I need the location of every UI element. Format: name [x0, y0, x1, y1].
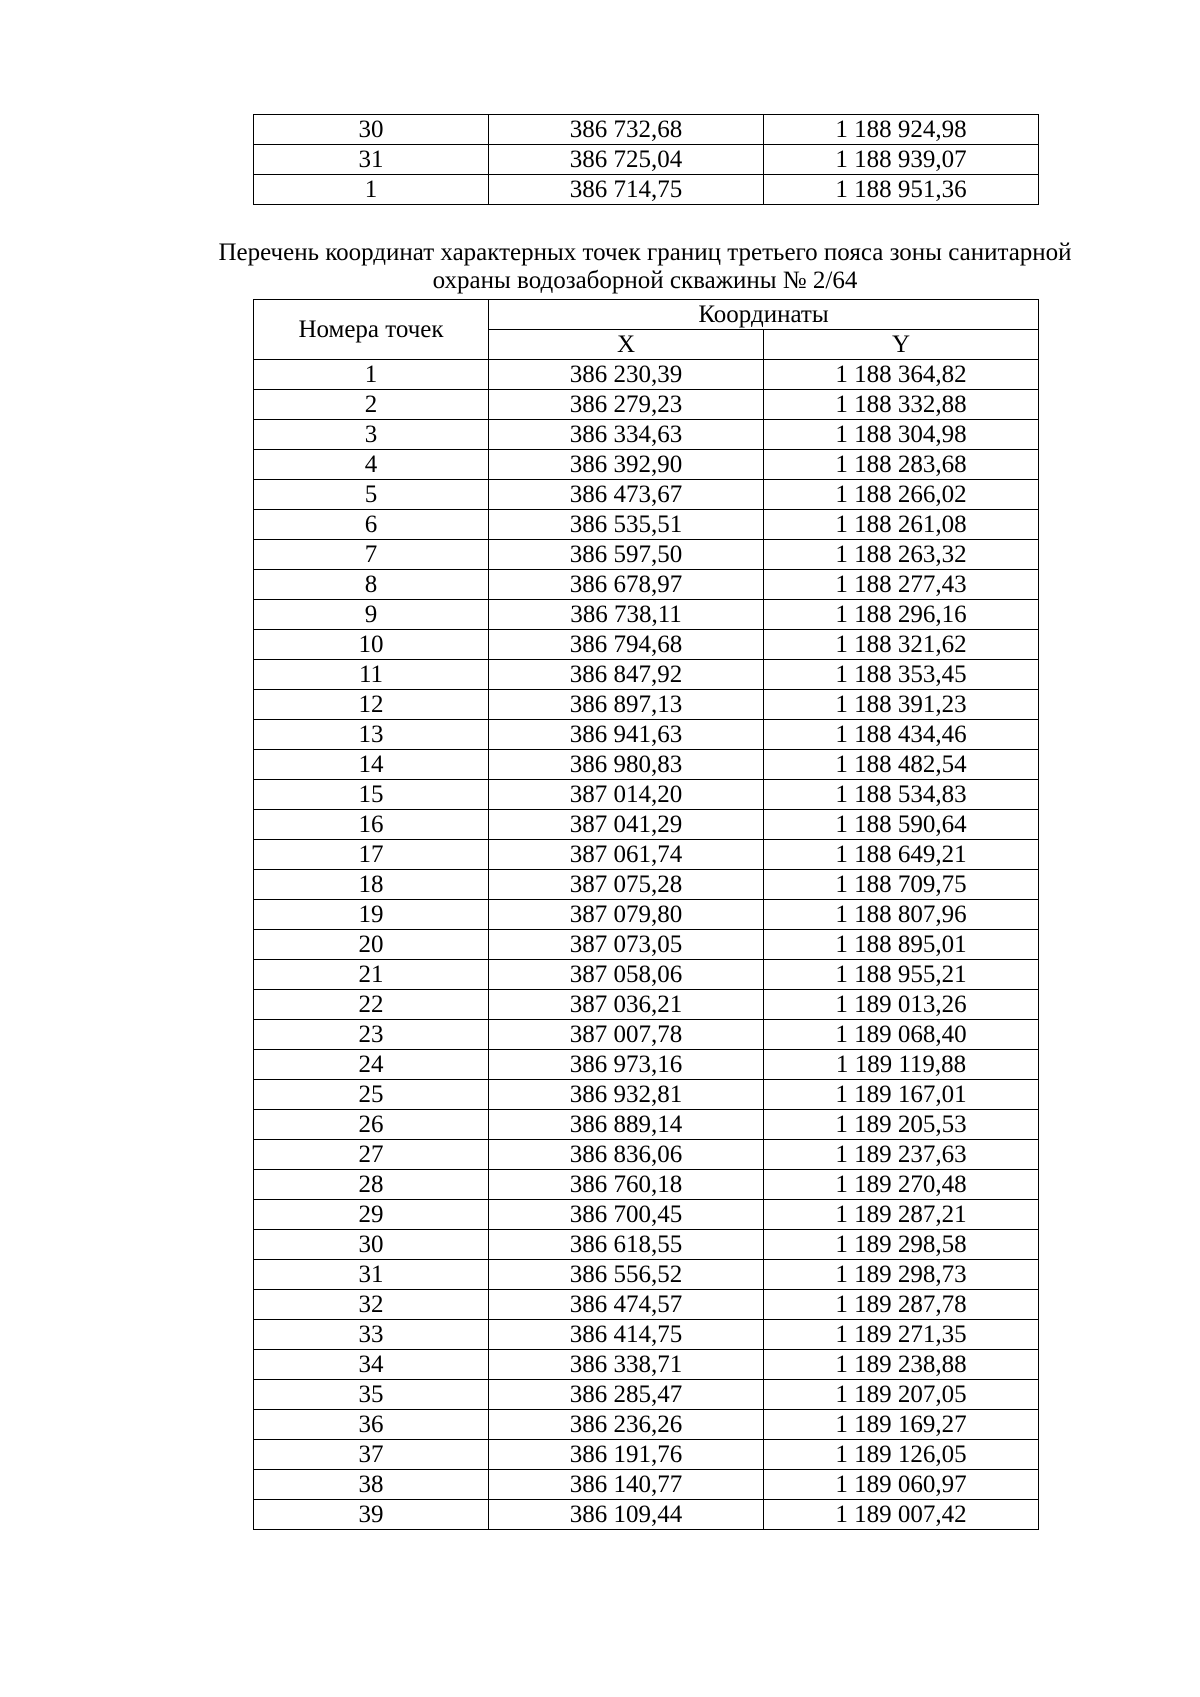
x-coordinate-cell: 386 140,77: [489, 1470, 764, 1500]
x-coordinate-cell: 387 014,20: [489, 780, 764, 810]
y-coordinate-cell: 1 188 364,82: [764, 360, 1039, 390]
point-number-cell: 5: [254, 480, 489, 510]
point-number-cell: 30: [254, 1230, 489, 1260]
continuation-coordinates-table: [253, 114, 1039, 205]
table-row: [254, 1380, 1039, 1410]
x-coordinate-cell: 387 061,74: [489, 840, 764, 870]
point-number-cell: 17: [254, 840, 489, 870]
x-coordinate-cell: 387 073,05: [489, 930, 764, 960]
caption-line-2: охраны водозаборной скважины № 2/64: [432, 267, 858, 294]
coordinates-table-body: [254, 360, 1039, 1530]
x-coordinate-cell: 386 338,71: [489, 1350, 764, 1380]
table-row: [254, 1050, 1039, 1080]
x-coordinate-cell: 387 007,78: [489, 1020, 764, 1050]
point-number-cell: 20: [254, 930, 489, 960]
y-coordinate-cell: 1 189 287,78: [764, 1290, 1039, 1320]
point-number-cell: 39: [254, 1500, 489, 1530]
coordinates-table-header: [254, 300, 1039, 360]
caption-line-1: Перечень координат характерных точек границ третьего пояса зоны санитарной: [218, 239, 1072, 266]
y-coordinate-cell: 1 188 590,64: [764, 810, 1039, 840]
x-coordinate-cell: 386 618,55: [489, 1230, 764, 1260]
point-number-cell: 34: [254, 1350, 489, 1380]
x-coordinate-cell: 386 191,76: [489, 1440, 764, 1470]
point-number-cell: 18: [254, 870, 489, 900]
point-number-cell: 1: [254, 360, 489, 390]
table-row: [254, 540, 1039, 570]
y-coordinate-cell: 1 189 169,27: [764, 1410, 1039, 1440]
point-number-cell: 11: [254, 660, 489, 690]
y-coordinate-cell: 1 188 321,62: [764, 630, 1039, 660]
header-point-numbers: Номера точек: [254, 300, 489, 360]
y-coordinate-cell: 1 189 238,88: [764, 1350, 1039, 1380]
x-coordinate-cell: 386 738,11: [489, 600, 764, 630]
y-coordinate-cell: 1 188 649,21: [764, 840, 1039, 870]
x-coordinate-cell: 386 279,23: [489, 390, 764, 420]
point-number-cell: 8: [254, 570, 489, 600]
table-row: [254, 1320, 1039, 1350]
table-row: [254, 480, 1039, 510]
x-coordinate-cell: 386 836,06: [489, 1140, 764, 1170]
y-coordinate-cell: 1 188 277,43: [764, 570, 1039, 600]
y-coordinate-cell: 1 188 939,07: [764, 145, 1039, 175]
table-row: [254, 630, 1039, 660]
x-coordinate-cell: 387 058,06: [489, 960, 764, 990]
table-row: [254, 720, 1039, 750]
x-coordinate-cell: 386 941,63: [489, 720, 764, 750]
x-coordinate-cell: 387 036,21: [489, 990, 764, 1020]
x-coordinate-cell: 386 700,45: [489, 1200, 764, 1230]
point-number-cell: 14: [254, 750, 489, 780]
header-row: [254, 300, 1039, 330]
x-coordinate-cell: 386 897,13: [489, 690, 764, 720]
x-coordinate-cell: 386 230,39: [489, 360, 764, 390]
y-coordinate-cell: 1 189 060,97: [764, 1470, 1039, 1500]
y-coordinate-cell: 1 188 951,36: [764, 175, 1039, 205]
table-row: [254, 1020, 1039, 1050]
x-coordinate-cell: 386 473,67: [489, 480, 764, 510]
table-row: [254, 175, 1039, 205]
point-number-cell: 38: [254, 1470, 489, 1500]
point-number-cell: 6: [254, 510, 489, 540]
y-coordinate-cell: 1 188 353,45: [764, 660, 1039, 690]
x-coordinate-cell: 386 109,44: [489, 1500, 764, 1530]
x-coordinate-cell: 386 725,04: [489, 145, 764, 175]
table-row: [254, 570, 1039, 600]
y-coordinate-cell: 1 188 266,02: [764, 480, 1039, 510]
y-coordinate-cell: 1 189 013,26: [764, 990, 1039, 1020]
y-coordinate-cell: 1 189 271,35: [764, 1320, 1039, 1350]
point-number-cell: 10: [254, 630, 489, 660]
point-number-cell: 23: [254, 1020, 489, 1050]
table-row: [254, 145, 1039, 175]
point-number-cell: 1: [254, 175, 489, 205]
point-number-cell: 3: [254, 420, 489, 450]
continuation-table-body: [254, 115, 1039, 205]
y-coordinate-cell: 1 188 391,23: [764, 690, 1039, 720]
point-number-cell: 12: [254, 690, 489, 720]
table-row: [254, 510, 1039, 540]
table-row: [254, 1500, 1039, 1530]
y-coordinate-cell: 1 189 119,88: [764, 1050, 1039, 1080]
x-coordinate-cell: 386 932,81: [489, 1080, 764, 1110]
table-row: [254, 900, 1039, 930]
y-coordinate-cell: 1 188 895,01: [764, 930, 1039, 960]
y-coordinate-cell: 1 189 298,73: [764, 1260, 1039, 1290]
y-coordinate-cell: 1 189 270,48: [764, 1170, 1039, 1200]
table-row: [254, 360, 1039, 390]
y-coordinate-cell: 1 188 304,98: [764, 420, 1039, 450]
x-coordinate-cell: 386 678,97: [489, 570, 764, 600]
y-coordinate-cell: 1 188 709,75: [764, 870, 1039, 900]
x-coordinate-cell: 386 556,52: [489, 1260, 764, 1290]
x-coordinate-cell: 386 847,92: [489, 660, 764, 690]
point-number-cell: 31: [254, 1260, 489, 1290]
table-row: [254, 450, 1039, 480]
y-coordinate-cell: 1 188 261,08: [764, 510, 1039, 540]
point-number-cell: 13: [254, 720, 489, 750]
table-row: [254, 1080, 1039, 1110]
y-coordinate-cell: 1 188 955,21: [764, 960, 1039, 990]
x-coordinate-cell: 386 973,16: [489, 1050, 764, 1080]
table-row: [254, 390, 1039, 420]
point-number-cell: 22: [254, 990, 489, 1020]
x-coordinate-cell: 386 980,83: [489, 750, 764, 780]
header-coordinates: Координаты: [489, 300, 1039, 330]
y-coordinate-cell: 1 189 237,63: [764, 1140, 1039, 1170]
point-number-cell: 2: [254, 390, 489, 420]
table-row: [254, 1170, 1039, 1200]
table-row: [254, 600, 1039, 630]
table-row: [254, 990, 1039, 1020]
y-coordinate-cell: 1 189 287,21: [764, 1200, 1039, 1230]
x-coordinate-cell: 386 889,14: [489, 1110, 764, 1140]
table-row: [254, 690, 1039, 720]
table-caption: [150, 239, 1140, 295]
table-row: [254, 1440, 1039, 1470]
point-number-cell: 32: [254, 1290, 489, 1320]
point-number-cell: 7: [254, 540, 489, 570]
table-row: [254, 1290, 1039, 1320]
x-coordinate-cell: 386 285,47: [489, 1380, 764, 1410]
table-row: [254, 750, 1039, 780]
y-coordinate-cell: 1 188 332,88: [764, 390, 1039, 420]
x-coordinate-cell: 387 075,28: [489, 870, 764, 900]
point-number-cell: 37: [254, 1440, 489, 1470]
point-number-cell: 24: [254, 1050, 489, 1080]
point-number-cell: 33: [254, 1320, 489, 1350]
point-number-cell: 9: [254, 600, 489, 630]
y-coordinate-cell: 1 188 534,83: [764, 780, 1039, 810]
table-row: [254, 1110, 1039, 1140]
point-number-cell: 29: [254, 1200, 489, 1230]
table-row: [254, 1260, 1039, 1290]
x-coordinate-cell: 386 474,57: [489, 1290, 764, 1320]
table-row: [254, 930, 1039, 960]
point-number-cell: 25: [254, 1080, 489, 1110]
table-row: [254, 115, 1039, 145]
y-coordinate-cell: 1 189 207,05: [764, 1380, 1039, 1410]
y-coordinate-cell: 1 188 283,68: [764, 450, 1039, 480]
point-number-cell: 35: [254, 1380, 489, 1410]
point-number-cell: 26: [254, 1110, 489, 1140]
y-coordinate-cell: 1 189 298,58: [764, 1230, 1039, 1260]
header-x: X: [489, 330, 764, 360]
table-row: [254, 420, 1039, 450]
point-number-cell: 27: [254, 1140, 489, 1170]
y-coordinate-cell: 1 188 434,46: [764, 720, 1039, 750]
point-number-cell: 16: [254, 810, 489, 840]
table-row: [254, 660, 1039, 690]
table-row: [254, 960, 1039, 990]
point-number-cell: 31: [254, 145, 489, 175]
table-row: [254, 870, 1039, 900]
table-row: [254, 1410, 1039, 1440]
y-coordinate-cell: 1 189 126,05: [764, 1440, 1039, 1470]
x-coordinate-cell: 386 236,26: [489, 1410, 764, 1440]
header-y: Y: [764, 330, 1039, 360]
x-coordinate-cell: 386 597,50: [489, 540, 764, 570]
point-number-cell: 4: [254, 450, 489, 480]
x-coordinate-cell: 386 732,68: [489, 115, 764, 145]
y-coordinate-cell: 1 188 924,98: [764, 115, 1039, 145]
x-coordinate-cell: 386 334,63: [489, 420, 764, 450]
x-coordinate-cell: 387 041,29: [489, 810, 764, 840]
x-coordinate-cell: 387 079,80: [489, 900, 764, 930]
point-number-cell: 15: [254, 780, 489, 810]
y-coordinate-cell: 1 188 807,96: [764, 900, 1039, 930]
point-number-cell: 21: [254, 960, 489, 990]
point-number-cell: 30: [254, 115, 489, 145]
x-coordinate-cell: 386 392,90: [489, 450, 764, 480]
table-row: [254, 1140, 1039, 1170]
y-coordinate-cell: 1 189 068,40: [764, 1020, 1039, 1050]
table-row: [254, 1350, 1039, 1380]
table-row: [254, 840, 1039, 870]
table-row: [254, 810, 1039, 840]
table-row: [254, 780, 1039, 810]
y-coordinate-cell: 1 188 296,16: [764, 600, 1039, 630]
point-number-cell: 36: [254, 1410, 489, 1440]
x-coordinate-cell: 386 714,75: [489, 175, 764, 205]
table-row: [254, 1230, 1039, 1260]
y-coordinate-cell: 1 188 482,54: [764, 750, 1039, 780]
y-coordinate-cell: 1 188 263,32: [764, 540, 1039, 570]
point-number-cell: 28: [254, 1170, 489, 1200]
y-coordinate-cell: 1 189 167,01: [764, 1080, 1039, 1110]
x-coordinate-cell: 386 760,18: [489, 1170, 764, 1200]
coordinates-table: [253, 299, 1039, 1530]
x-coordinate-cell: 386 794,68: [489, 630, 764, 660]
y-coordinate-cell: 1 189 007,42: [764, 1500, 1039, 1530]
y-coordinate-cell: 1 189 205,53: [764, 1110, 1039, 1140]
point-number-cell: 19: [254, 900, 489, 930]
table-row: [254, 1470, 1039, 1500]
x-coordinate-cell: 386 414,75: [489, 1320, 764, 1350]
x-coordinate-cell: 386 535,51: [489, 510, 764, 540]
table-row: [254, 1200, 1039, 1230]
